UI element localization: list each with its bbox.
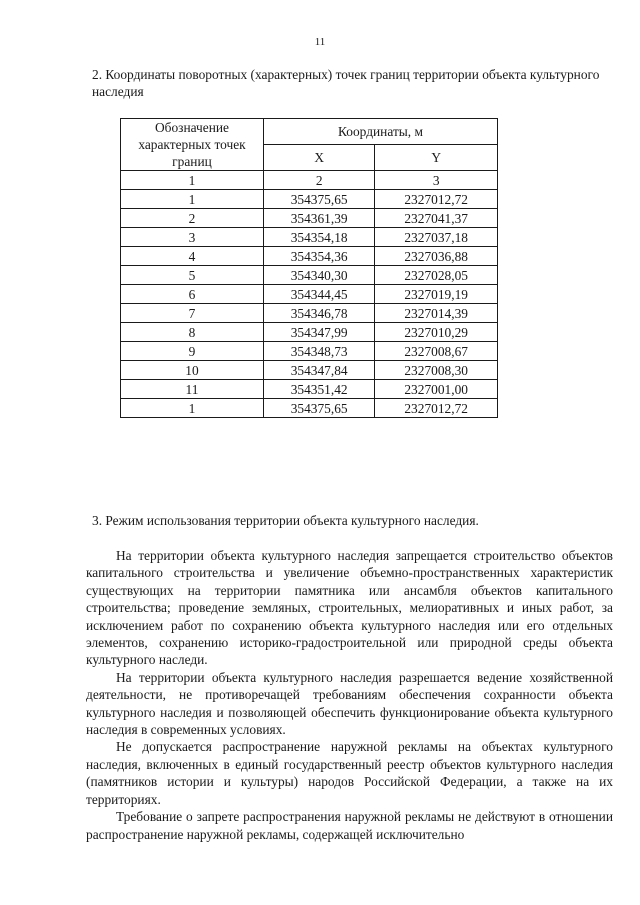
y-coordinate-cell: 2327041,37	[375, 209, 498, 228]
point-cell: 10	[121, 361, 264, 380]
table-row	[121, 304, 498, 323]
table-row	[121, 380, 498, 399]
paragraph: Не допускается распространение наружной рекламы на объектах культурного наследия, включенных в единый государственный реестр объектов культурного наследия (памятников истории и культуры) народов Российской Федерации, а также на их территориях.	[86, 739, 613, 807]
header-designation: Обозначение характерных точек границ	[121, 119, 264, 171]
point-cell: 9	[121, 342, 264, 361]
table-row	[121, 266, 498, 285]
y-coordinate-cell: 2327037,18	[375, 228, 498, 247]
x-coordinate-cell: 354375,65	[264, 190, 375, 209]
table-row	[121, 361, 498, 380]
table-row	[121, 285, 498, 304]
coordinates-table	[120, 118, 498, 418]
point-cell: 4	[121, 247, 264, 266]
y-coordinate-cell: 2327019,19	[375, 285, 498, 304]
y-coordinate-cell: 2327008,30	[375, 361, 498, 380]
header-x: X	[264, 145, 375, 171]
x-coordinate-cell: 354344,45	[264, 285, 375, 304]
x-coordinate-cell: 354354,18	[264, 228, 375, 247]
table-row	[121, 323, 498, 342]
numbering-cell: 3	[375, 171, 498, 190]
table-row	[121, 209, 498, 228]
table-row	[121, 190, 498, 209]
x-coordinate-cell: 354351,42	[264, 380, 375, 399]
x-coordinate-cell: 354347,99	[264, 323, 375, 342]
x-coordinate-cell: 354354,36	[264, 247, 375, 266]
point-cell: 6	[121, 285, 264, 304]
y-coordinate-cell: 2327010,29	[375, 323, 498, 342]
section-3-heading: 3. Режим использования территории объекта культурного наследия.	[92, 513, 479, 528]
point-cell: 11	[121, 380, 264, 399]
x-coordinate-cell: 354348,73	[264, 342, 375, 361]
y-coordinate-cell: 2327028,05	[375, 266, 498, 285]
x-coordinate-cell: 354346,78	[264, 304, 375, 323]
body-text	[86, 547, 613, 843]
numbering-cell: 2	[264, 171, 375, 190]
y-coordinate-cell: 2327012,72	[375, 399, 498, 418]
header-y: Y	[375, 145, 498, 171]
point-cell: 1	[121, 399, 264, 418]
x-coordinate-cell: 354375,65	[264, 399, 375, 418]
paragraph: На территории объекта культурного наследия разрешается ведение хозяйственной деятельности, не противоречащей требованиям обеспечения сохранности объекта культурного наследия и позволяющей обеспечить функционирование объекта культурного наследия в современных условиях.	[86, 669, 613, 738]
paragraph: Требование о запрете распространения наружной рекламы не действуют в отношении распространение наружной рекламы, содержащей исключительно	[86, 809, 613, 842]
y-coordinate-cell: 2327001,00	[375, 380, 498, 399]
point-cell: 8	[121, 323, 264, 342]
table-row	[121, 228, 498, 247]
numbering-cell: 1	[121, 171, 264, 190]
table-row	[121, 399, 498, 418]
y-coordinate-cell: 2327012,72	[375, 190, 498, 209]
point-cell: 3	[121, 228, 264, 247]
section-2-heading: 2. Координаты поворотных (характерных) точек границ территории объекта культурного наследия	[92, 67, 600, 99]
table-row	[121, 342, 498, 361]
table-row	[121, 247, 498, 266]
x-coordinate-cell: 354361,39	[264, 209, 375, 228]
x-coordinate-cell: 354347,84	[264, 361, 375, 380]
y-coordinate-cell: 2327008,67	[375, 342, 498, 361]
point-cell: 5	[121, 266, 264, 285]
header-coordinates: Координаты, м	[264, 119, 498, 145]
point-cell: 2	[121, 209, 264, 228]
point-cell: 7	[121, 304, 264, 323]
y-coordinate-cell: 2327014,39	[375, 304, 498, 323]
numbering-row	[121, 171, 498, 190]
page-number: 11	[314, 36, 326, 48]
y-coordinate-cell: 2327036,88	[375, 247, 498, 266]
point-cell: 1	[121, 190, 264, 209]
x-coordinate-cell: 354340,30	[264, 266, 375, 285]
paragraph: На территории объекта культурного наследия запрещается строительство объектов капитального строительства и увеличение объемно-пространственных характеристик существующих на территории памятника или ансамбля объектов капитального строительства; проведение земляных, строительных, мелиоративных и иных работ, за исключением работ по сохранению объекта культурного наследия или его отдельных элементов, сохранению историко-градостроительной или природной среды объекта культурного наследи.	[86, 548, 613, 668]
